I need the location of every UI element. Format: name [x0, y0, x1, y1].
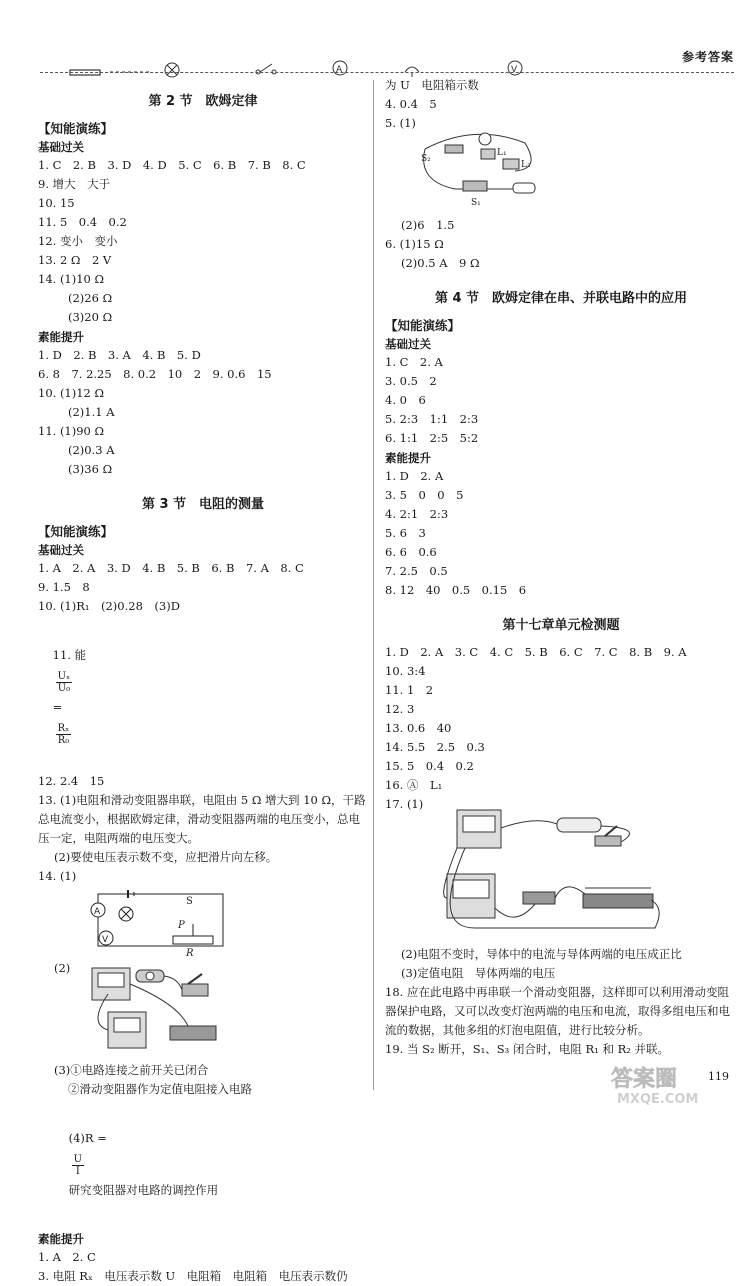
- answer-line: 6. 1:1 2:5 5:2: [385, 431, 479, 445]
- answer-line: (2)0.5 A 9 Ω: [401, 256, 480, 270]
- answer-line: 1. D 2. A 3. C 4. C 5. B 6. C 7. C 8. B 9. A: [385, 645, 687, 659]
- circuit-diagram-14: [78, 890, 238, 959]
- section-3-basic-heading: 基础过关: [38, 543, 84, 557]
- section-4-bracket: 【知能演练】: [385, 318, 461, 333]
- svg-text:MXQE.COM: MXQE.COM: [617, 1092, 699, 1107]
- answer-line-11: [38, 616, 368, 772]
- section-2-title: 第 2 节 欧姆定律: [148, 94, 258, 109]
- answer-line-14: 14. (1): [38, 869, 77, 883]
- section-4-adv-heading: 素能提升: [385, 451, 431, 465]
- answer-line: 13. 0.6 40: [385, 721, 452, 735]
- answer-line: 10. (1)R₁ (2)0.28 (3)D: [38, 599, 180, 613]
- answer-line: 15. 5 0.4 0.2: [385, 759, 474, 773]
- left-column: [38, 76, 368, 1286]
- answer-line: 12. 变小 变小: [38, 234, 118, 248]
- answer-line: 16. Ⓐ L₁: [385, 778, 443, 792]
- answer-line: 14. (1)10 Ω: [38, 272, 105, 286]
- answer-line: 9. 1.5 8: [38, 580, 90, 594]
- answer-line: 5. 2:3 1:1 2:3: [385, 412, 479, 426]
- answer-line-14-3a: (3)①电路连接之前开关已闭合: [54, 1063, 209, 1077]
- label-l1: L₁: [497, 148, 507, 158]
- circuit-photo-5: [415, 129, 545, 209]
- answer-line: 19. 当 S₂ 断开，S₁、S₃ 闭合时，电阻 R₁ 和 R₂ 并联。: [385, 1042, 670, 1056]
- answer-line: 6. (1)15 Ω: [385, 237, 444, 251]
- answer-line: 4. 2:1 2:3: [385, 507, 449, 521]
- answer-line: 3. 电阻 Rₓ 电压表示数 U 电阻箱 电阻箱 电压表示数仍: [38, 1269, 348, 1283]
- label-l2: L₂: [521, 160, 531, 170]
- answer-line: 10. 15: [38, 196, 75, 210]
- answer-line: 1. C 2. A: [385, 355, 443, 369]
- frac-num: Rₓ: [57, 722, 70, 734]
- answer-line: (2)1.1 A: [68, 405, 115, 419]
- answer-line: 5. (1): [385, 116, 416, 130]
- answer-line: 1. D 2. A: [385, 469, 444, 483]
- answer-line: 3. 0.5 2: [385, 374, 437, 388]
- section-4-title: 第 4 节 欧姆定律在串、并联电路中的应用: [434, 291, 688, 306]
- label-s2: S₂: [421, 154, 431, 164]
- answer-line: 7. 2.5 0.5: [385, 564, 448, 578]
- fraction-ui: [72, 1154, 84, 1177]
- answer-11-prefix: 11. 能: [52, 648, 87, 662]
- chapter-17-title: 第十七章单元检测题: [502, 618, 620, 633]
- answer-line-13b: (2)要使电压表示数不变，应把滑片向左移。: [54, 850, 278, 864]
- answer-line: 11. 1 2: [385, 683, 434, 697]
- answer-line: (2)6 1.5: [401, 218, 455, 232]
- label-s1: S₁: [471, 198, 481, 208]
- answer-line: 1. D 2. B 3. A 4. B 5. D: [38, 348, 201, 362]
- label-r: R: [186, 948, 194, 959]
- answer-line: 4. 0.4 5: [385, 97, 437, 111]
- answer-line-14-3b: ②滑动变阻器作为定值电阻接入电路: [68, 1082, 252, 1096]
- svg-text:A: A: [94, 907, 101, 917]
- svg-text:答案圈: 答案圈: [611, 1067, 678, 1092]
- page-number: 119: [708, 1070, 729, 1083]
- formula-prefix: (4)R =: [68, 1131, 107, 1145]
- answer-line: 17. (1): [385, 797, 424, 811]
- answer-line: 12. 2.4 15: [38, 774, 105, 788]
- answer-line: (2)电阻不变时，导体中的电流与导体两端的电压成正比: [401, 947, 682, 961]
- answer-line: 14. 5.5 2.5 0.3: [385, 740, 485, 754]
- answer-line-18: 18. 应在此电路中再串联一个滑动变阻器，这样即可以利用滑动变阻器保护电路，又可以改变灯泡两端的电压和电流，取得多组电压和电流的数据，其他多组的灯泡电阻值，进行比较分析。: [385, 985, 730, 1037]
- answer-line: (3)36 Ω: [68, 462, 113, 476]
- answer-line: 11. (1)90 Ω: [38, 424, 105, 438]
- svg-text:V: V: [102, 935, 109, 945]
- svg-text:A: A: [336, 65, 343, 75]
- watermark-logo: [605, 1060, 750, 1106]
- answer-line: 为 U 电阻箱示数: [385, 78, 479, 92]
- frac-den: I: [75, 1165, 80, 1177]
- answer-line: 5. 6 3: [385, 526, 426, 540]
- answer-line-14-4: [38, 1099, 368, 1229]
- answer-line: 3. 5 0 0 5: [385, 488, 464, 502]
- answer-line: 10. 3:4: [385, 664, 426, 678]
- answer-line: 6. 6 0.6: [385, 545, 437, 559]
- answer-line: (3)定值电阻 导体两端的电压: [401, 966, 556, 980]
- frac-den: R₀: [57, 734, 70, 746]
- answer-line: 4. 0 6: [385, 393, 426, 407]
- label-p: P: [178, 920, 185, 931]
- frac-num: U: [73, 1153, 83, 1165]
- header-rule: [40, 72, 734, 73]
- section-2-basic-heading: 基础过关: [38, 140, 84, 154]
- answer-line: 9. 增大 大于: [38, 177, 111, 191]
- answer-line: 10. (1)12 Ω: [38, 386, 105, 400]
- apparatus-photo-17: [435, 808, 665, 938]
- section-3-bracket: 【知能演练】: [38, 524, 114, 539]
- answer-line: 1. A 2. A 3. D 4. B 5. B 6. B 7. A 8. C: [38, 561, 304, 575]
- answer-line-14-2: (2): [54, 961, 71, 975]
- answer-line: 1. C 2. B 3. D 4. D 5. C 6. B 7. B 8. C: [38, 158, 306, 172]
- label-s: S: [186, 896, 193, 907]
- section-3-adv-heading: 素能提升: [38, 1232, 84, 1246]
- apparatus-photo-14: [78, 964, 238, 1054]
- frac-den: U₀: [57, 682, 71, 694]
- section-2-bracket: 【知能演练】: [38, 121, 114, 136]
- answer-line: 6. 8 7. 2.25 8. 0.2 10 2 9. 0.6 15: [38, 367, 272, 381]
- answer-line-13: 13. (1)电阻和滑动变阻器串联，电阻由 5 Ω 增大到 10 Ω，干路总电流变小，根据欧姆定律，滑动变阻器两端的电压变小，总电压一定，电阻两端的电压变大。: [38, 793, 366, 845]
- header-title: 参考答案: [681, 50, 734, 64]
- formula-suffix: 研究变阻器对电路的调控作用: [68, 1183, 219, 1197]
- answer-line: 13. 2 Ω 2 V: [38, 253, 112, 267]
- equals-sign: =: [52, 700, 63, 714]
- frac-num: Uₓ: [57, 670, 71, 682]
- section-4-basic-heading: 基础过关: [385, 337, 431, 351]
- answer-line: 8. 12 40 0.5 0.15 6: [385, 583, 527, 597]
- answer-line: (3)20 Ω: [68, 310, 113, 324]
- answer-line: (2)0.3 A: [68, 443, 115, 457]
- answer-line: (2)26 Ω: [68, 291, 113, 305]
- answer-line: 11. 5 0.4 0.2: [38, 215, 127, 229]
- section-3-title: 第 3 节 电阻的测量: [141, 497, 265, 512]
- svg-text:V: V: [511, 65, 518, 75]
- fraction-u: [56, 671, 73, 694]
- answer-line: 12. 3: [385, 702, 415, 716]
- section-2-adv-heading: 素能提升: [38, 330, 84, 344]
- fraction-r: [56, 723, 72, 746]
- column-divider: [373, 80, 374, 1090]
- right-column: [385, 76, 737, 1059]
- answer-line: 1. A 2. C: [38, 1250, 96, 1264]
